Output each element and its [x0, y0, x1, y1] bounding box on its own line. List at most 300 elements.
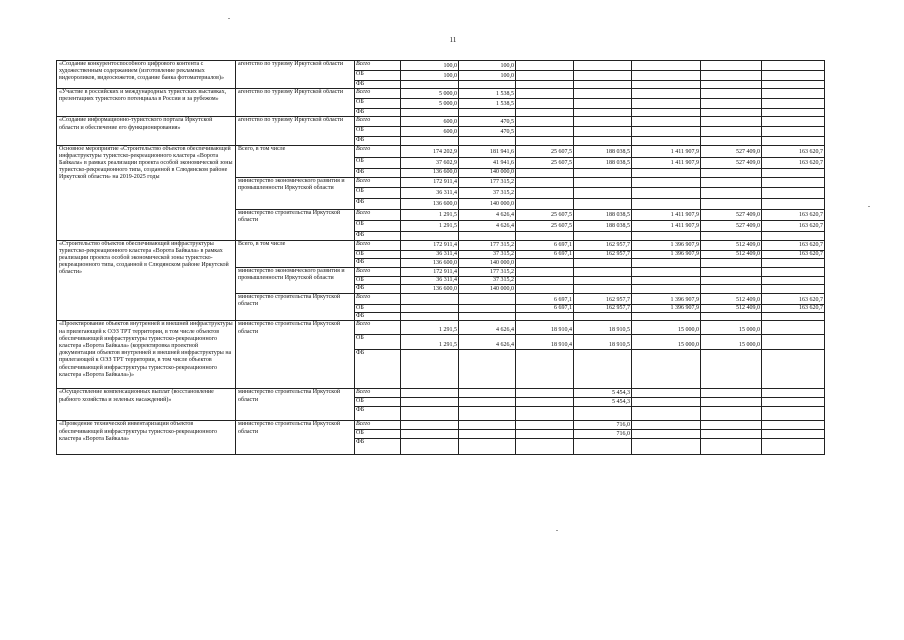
amount-cell: 527 409,0	[701, 209, 762, 220]
amount-cell	[459, 313, 516, 321]
amount-cell	[632, 421, 701, 430]
amount-cell: 140 000,0	[459, 258, 516, 267]
amount-cell	[701, 127, 762, 137]
amount-cell	[701, 61, 762, 71]
funding-source-cell: ОБ	[355, 71, 401, 81]
funding-source-cell: ФБ	[355, 350, 401, 389]
executor-cell: министерство строительства Иркутской области	[236, 209, 355, 240]
amount-cell	[701, 198, 762, 209]
amount-cell: 100,0	[459, 61, 516, 71]
amount-cell	[459, 350, 516, 389]
amount-cell: 512 409,0	[701, 294, 762, 305]
amount-cell	[762, 321, 825, 335]
amount-cell	[632, 430, 701, 439]
amount-cell: 15 000,0	[632, 321, 701, 335]
executor-cell: министерство строительства Иркутской области	[236, 421, 355, 455]
amount-cell	[762, 117, 825, 127]
amount-cell	[574, 81, 632, 89]
amount-cell: 470,5	[459, 117, 516, 127]
amount-cell: 172 911,4	[401, 240, 459, 250]
amount-cell	[632, 231, 701, 240]
table-row	[57, 89, 825, 99]
amount-cell	[632, 61, 701, 71]
amount-cell: 15 000,0	[701, 321, 762, 335]
amount-cell: 1 291,5	[401, 321, 459, 335]
amount-cell	[516, 276, 574, 284]
event-name-cell: Основное мероприятие «Строительство объектов обеспечивающей инфраструктуры туристско-рекреационного кластера «Ворота Байкала» в рамках реализации проекта особой экономической зоны туристско-рекреационного типа, созданной в Слюдянском районе Иркутской области» на 2019-2025 годы	[57, 145, 236, 240]
amount-cell: 18 910,4	[516, 321, 574, 335]
funding-source-cell: ОБ	[355, 187, 401, 198]
amount-cell: 36 311,4	[401, 250, 459, 258]
amount-cell	[632, 285, 701, 294]
amount-cell: 4 626,4	[459, 321, 516, 335]
amount-cell	[401, 294, 459, 305]
amount-cell	[762, 81, 825, 89]
amount-cell	[516, 81, 574, 89]
amount-cell	[762, 335, 825, 350]
funding-source-cell: Всего	[355, 89, 401, 99]
amount-cell	[574, 71, 632, 81]
amount-cell: 1 291,5	[401, 335, 459, 350]
amount-cell	[459, 305, 516, 313]
amount-cell	[762, 127, 825, 137]
amount-cell	[701, 407, 762, 421]
table-row	[57, 389, 825, 398]
amount-cell	[574, 285, 632, 294]
amount-cell: 5 000,0	[401, 99, 459, 109]
amount-cell	[574, 61, 632, 71]
amount-cell: 188 038,5	[574, 145, 632, 157]
amount-cell	[762, 398, 825, 407]
funding-source-cell: ФБ	[355, 439, 401, 455]
amount-cell	[701, 258, 762, 267]
executor-cell: агентство по туризму Иркутской области	[236, 61, 355, 89]
amount-cell: 37 315,2	[459, 276, 516, 284]
amount-cell	[401, 398, 459, 407]
amount-cell	[632, 71, 701, 81]
amount-cell	[632, 117, 701, 127]
funding-source-cell: ФБ	[355, 198, 401, 209]
amount-cell	[632, 350, 701, 389]
funding-source-cell: Всего	[355, 321, 401, 335]
amount-cell: 470,5	[459, 127, 516, 137]
amount-cell	[762, 389, 825, 398]
amount-cell: 25 607,5	[516, 220, 574, 231]
funding-source-cell: ОБ	[355, 127, 401, 137]
amount-cell	[762, 430, 825, 439]
amount-cell	[762, 61, 825, 71]
amount-cell	[401, 313, 459, 321]
amount-cell	[459, 421, 516, 430]
amount-cell	[574, 187, 632, 198]
funding-source-cell: ФБ	[355, 313, 401, 321]
amount-cell	[701, 430, 762, 439]
funding-source-cell: Всего	[355, 145, 401, 157]
funding-source-cell: Всего	[355, 294, 401, 305]
amount-cell	[762, 276, 825, 284]
amount-cell	[516, 198, 574, 209]
amount-cell	[516, 117, 574, 127]
amount-cell	[574, 127, 632, 137]
amount-cell: 5 000,0	[401, 89, 459, 99]
amount-cell	[762, 89, 825, 99]
amount-cell: 6 697,1	[516, 240, 574, 250]
amount-cell: 163 620,7	[762, 305, 825, 313]
amount-cell	[762, 137, 825, 145]
amount-cell: 1 291,5	[401, 220, 459, 231]
amount-cell	[459, 407, 516, 421]
funding-source-cell: ФБ	[355, 231, 401, 240]
table-row	[57, 321, 825, 335]
amount-cell	[516, 258, 574, 267]
amount-cell	[632, 177, 701, 187]
funding-source-cell: ФБ	[355, 168, 401, 177]
amount-cell	[459, 109, 516, 117]
amount-cell	[516, 177, 574, 187]
executor-cell: министерство экономического развития и промышленности Иркутской области	[236, 267, 355, 293]
amount-cell	[701, 117, 762, 127]
table-row	[57, 145, 825, 157]
amount-cell	[401, 81, 459, 89]
amount-cell: 716,0	[574, 421, 632, 430]
amount-cell	[516, 398, 574, 407]
amount-cell	[762, 71, 825, 81]
amount-cell	[632, 137, 701, 145]
amount-cell	[574, 137, 632, 145]
amount-cell: 37 315,2	[459, 187, 516, 198]
amount-cell	[574, 168, 632, 177]
funding-source-cell: ФБ	[355, 81, 401, 89]
amount-cell	[401, 389, 459, 398]
amount-cell: 188 038,5	[574, 220, 632, 231]
amount-cell: 1 411 907,9	[632, 145, 701, 157]
amount-cell	[701, 439, 762, 455]
amount-cell: 163 620,7	[762, 220, 825, 231]
amount-cell: 36 311,4	[401, 187, 459, 198]
amount-cell	[701, 137, 762, 145]
amount-cell	[701, 389, 762, 398]
amount-cell: 188 038,5	[574, 209, 632, 220]
amount-cell	[516, 285, 574, 294]
amount-cell: 188 038,5	[574, 157, 632, 168]
amount-cell	[632, 187, 701, 198]
amount-cell: 174 202,9	[401, 145, 459, 157]
amount-cell	[516, 61, 574, 71]
amount-cell	[516, 127, 574, 137]
amount-cell	[701, 231, 762, 240]
amount-cell	[701, 81, 762, 89]
executor-cell: агентство по туризму Иркутской области	[236, 89, 355, 117]
funding-source-cell: Всего	[355, 240, 401, 250]
amount-cell	[632, 407, 701, 421]
funding-source-cell: ОБ	[355, 250, 401, 258]
amount-cell	[401, 439, 459, 455]
table-row	[57, 61, 825, 71]
amount-cell: 5 454,3	[574, 398, 632, 407]
amount-cell: 100,0	[401, 71, 459, 81]
amount-cell: 527 409,0	[701, 220, 762, 231]
amount-cell	[701, 350, 762, 389]
amount-cell: 172 911,4	[401, 267, 459, 276]
amount-cell	[762, 350, 825, 389]
executor-cell: министерство строительства Иркутской области	[236, 294, 355, 321]
amount-cell	[574, 258, 632, 267]
amount-cell	[632, 198, 701, 209]
amount-cell: 25 607,5	[516, 209, 574, 220]
amount-cell: 1 411 907,9	[632, 220, 701, 231]
amount-cell: 140 000,0	[459, 168, 516, 177]
funding-source-cell: ФБ	[355, 407, 401, 421]
funding-source-cell: Всего	[355, 267, 401, 276]
funding-source-cell: ОБ	[355, 335, 401, 350]
amount-cell	[701, 89, 762, 99]
amount-cell: 1 396 907,9	[632, 305, 701, 313]
scan-speck	[556, 530, 558, 531]
amount-cell: 512 409,0	[701, 240, 762, 250]
amount-cell	[632, 398, 701, 407]
page-number: 11	[449, 36, 457, 44]
amount-cell: 1 396 907,9	[632, 294, 701, 305]
amount-cell: 716,0	[574, 430, 632, 439]
amount-cell: 181 941,6	[459, 145, 516, 157]
amount-cell	[516, 267, 574, 276]
amount-cell	[516, 439, 574, 455]
amount-cell: 18 910,5	[574, 335, 632, 350]
amount-cell	[516, 168, 574, 177]
amount-cell	[516, 109, 574, 117]
amount-cell	[762, 258, 825, 267]
funding-source-cell: ОБ	[355, 305, 401, 313]
amount-cell	[401, 407, 459, 421]
amount-cell	[701, 187, 762, 198]
amount-cell	[516, 99, 574, 109]
amount-cell	[516, 187, 574, 198]
table-row	[57, 117, 825, 127]
amount-cell	[762, 231, 825, 240]
amount-cell: 1 396 907,9	[632, 240, 701, 250]
event-name-cell: «Проектирование объектов внутренней и внешней инфраструктуры на прилегающей к ОЭЗ ТРТ территории, в том числе объектов обеспечивающей инфраструктуры туристско-рекреационного кластера «Ворота Байкала» (корректировка проектной документации объектов внутренней и внешней инфраструктуры на прилегающей к ОЭЗ ТРТ территории, в том числе объектов обеспечивающей инфраструктуры туристско-рекреационного кластера «Ворота Байкала»)»	[57, 321, 236, 389]
amount-cell	[516, 407, 574, 421]
amount-cell: 18 910,4	[516, 335, 574, 350]
amount-cell	[574, 89, 632, 99]
amount-cell: 1 411 907,9	[632, 209, 701, 220]
amount-cell	[632, 99, 701, 109]
amount-cell: 4 626,4	[459, 209, 516, 220]
amount-cell: 100,0	[401, 61, 459, 71]
amount-cell	[762, 198, 825, 209]
amount-cell	[701, 177, 762, 187]
amount-cell: 163 620,7	[762, 157, 825, 168]
amount-cell: 172 911,4	[401, 177, 459, 187]
amount-cell	[574, 198, 632, 209]
amount-cell	[516, 231, 574, 240]
funding-source-cell: Всего	[355, 389, 401, 398]
amount-cell: 177 315,2	[459, 240, 516, 250]
amount-cell	[401, 421, 459, 430]
table-row	[57, 421, 825, 430]
executor-cell: Всего, в том числе	[236, 240, 355, 267]
funding-source-cell: Всего	[355, 117, 401, 127]
amount-cell	[701, 421, 762, 430]
event-name-cell: «Участие в российских и международных туристских выставках, презентациях туристского потенциала в России и за рубежом»	[57, 89, 236, 117]
budget-table	[56, 60, 825, 455]
event-name-cell: «Создание информационно-туристского портала Иркутской области и обеспечение его функционирования»	[57, 117, 236, 145]
amount-cell	[574, 109, 632, 117]
amount-cell	[516, 350, 574, 389]
amount-cell	[762, 168, 825, 177]
amount-cell: 512 409,0	[701, 250, 762, 258]
amount-cell: 163 620,7	[762, 209, 825, 220]
amount-cell	[762, 439, 825, 455]
funding-source-cell: Всего	[355, 209, 401, 220]
amount-cell: 162 957,7	[574, 305, 632, 313]
amount-cell: 100,0	[459, 71, 516, 81]
amount-cell	[401, 137, 459, 145]
amount-cell: 600,0	[401, 117, 459, 127]
amount-cell	[632, 258, 701, 267]
amount-cell	[632, 267, 701, 276]
amount-cell	[701, 99, 762, 109]
amount-cell	[574, 313, 632, 321]
amount-cell	[516, 430, 574, 439]
amount-cell	[632, 127, 701, 137]
event-name-cell: «Создание конкурентоспособного цифрового контента с художественным содержанием (изготовление рекламных видеороликов, видеосюжетов, создание банка фотоматериалов)»	[57, 61, 236, 89]
amount-cell: 6 697,1	[516, 294, 574, 305]
amount-cell: 140 000,0	[459, 198, 516, 209]
amount-cell: 163 620,7	[762, 250, 825, 258]
amount-cell: 162 957,7	[574, 250, 632, 258]
amount-cell: 162 957,7	[574, 294, 632, 305]
amount-cell	[632, 439, 701, 455]
amount-cell	[632, 81, 701, 89]
amount-cell	[516, 313, 574, 321]
amount-cell: 6 697,1	[516, 250, 574, 258]
amount-cell: 1 396 907,9	[632, 250, 701, 258]
amount-cell	[632, 109, 701, 117]
amount-cell	[459, 398, 516, 407]
funding-source-cell: Всего	[355, 421, 401, 430]
amount-cell	[459, 439, 516, 455]
event-name-cell: «Осуществление компенсационных выплат (восстановление рыбного хозяйства и зеленых насаждений)»	[57, 389, 236, 421]
amount-cell	[574, 350, 632, 389]
funding-source-cell: ОБ	[355, 276, 401, 284]
amount-cell	[762, 285, 825, 294]
amount-cell	[574, 267, 632, 276]
amount-cell: 162 957,7	[574, 240, 632, 250]
amount-cell	[574, 231, 632, 240]
amount-cell: 163 620,7	[762, 145, 825, 157]
amount-cell: 163 620,7	[762, 240, 825, 250]
amount-cell	[632, 276, 701, 284]
amount-cell	[516, 71, 574, 81]
amount-cell	[516, 389, 574, 398]
amount-cell: 512 409,0	[701, 305, 762, 313]
amount-cell: 527 409,0	[701, 145, 762, 157]
amount-cell	[401, 109, 459, 117]
amount-cell: 136 600,0	[401, 285, 459, 294]
amount-cell: 4 626,4	[459, 335, 516, 350]
amount-cell: 15 000,0	[632, 335, 701, 350]
amount-cell: 1 291,5	[401, 209, 459, 220]
amount-cell	[701, 71, 762, 81]
executor-cell: Всего, в том числе	[236, 145, 355, 177]
amount-cell	[632, 168, 701, 177]
funding-source-cell: Всего	[355, 61, 401, 71]
funding-source-cell: ОБ	[355, 157, 401, 168]
amount-cell: 1 538,5	[459, 99, 516, 109]
funding-source-cell: ФБ	[355, 109, 401, 117]
amount-cell: 25 607,5	[516, 145, 574, 157]
amount-cell	[762, 407, 825, 421]
amount-cell: 1 538,5	[459, 89, 516, 99]
funding-source-cell: ФБ	[355, 137, 401, 145]
executor-cell: агентство по туризму Иркутской области	[236, 117, 355, 145]
amount-cell	[762, 313, 825, 321]
amount-cell	[574, 407, 632, 421]
amount-cell	[762, 421, 825, 430]
amount-cell	[516, 137, 574, 145]
amount-cell	[762, 99, 825, 109]
amount-cell: 177 315,2	[459, 267, 516, 276]
executor-cell: министерство строительства Иркутской области	[236, 389, 355, 421]
funding-source-cell: ОБ	[355, 220, 401, 231]
funding-source-cell: ОБ	[355, 430, 401, 439]
amount-cell	[762, 177, 825, 187]
amount-cell	[701, 267, 762, 276]
amount-cell	[459, 389, 516, 398]
scan-speck	[228, 18, 230, 19]
amount-cell: 37 602,9	[401, 157, 459, 168]
amount-cell	[401, 305, 459, 313]
funding-source-cell: ОБ	[355, 398, 401, 407]
amount-cell	[574, 99, 632, 109]
amount-cell: 136 600,0	[401, 258, 459, 267]
amount-cell	[701, 276, 762, 284]
amount-cell: 41 941,6	[459, 157, 516, 168]
amount-cell: 527 409,0	[701, 157, 762, 168]
amount-cell: 140 000,0	[459, 285, 516, 294]
amount-cell	[401, 231, 459, 240]
amount-cell	[701, 109, 762, 117]
amount-cell	[459, 231, 516, 240]
amount-cell	[701, 168, 762, 177]
table-row	[57, 240, 825, 250]
amount-cell	[401, 430, 459, 439]
amount-cell	[574, 439, 632, 455]
amount-cell	[574, 276, 632, 284]
amount-cell: 4 626,4	[459, 220, 516, 231]
amount-cell	[632, 313, 701, 321]
executor-cell: министерство экономического развития и промышленности Иркутской области	[236, 177, 355, 209]
amount-cell: 136 600,0	[401, 198, 459, 209]
scan-speck	[868, 206, 870, 207]
amount-cell	[701, 313, 762, 321]
amount-cell: 1 411 907,9	[632, 157, 701, 168]
amount-cell	[762, 187, 825, 198]
amount-cell: 136 600,0	[401, 168, 459, 177]
amount-cell: 37 315,2	[459, 250, 516, 258]
amount-cell	[701, 285, 762, 294]
amount-cell	[762, 267, 825, 276]
amount-cell	[401, 350, 459, 389]
amount-cell	[632, 89, 701, 99]
amount-cell	[459, 294, 516, 305]
amount-cell: 163 620,7	[762, 294, 825, 305]
funding-source-cell: ФБ	[355, 285, 401, 294]
amount-cell: 5 454,3	[574, 389, 632, 398]
amount-cell: 18 910,5	[574, 321, 632, 335]
amount-cell: 6 697,1	[516, 305, 574, 313]
